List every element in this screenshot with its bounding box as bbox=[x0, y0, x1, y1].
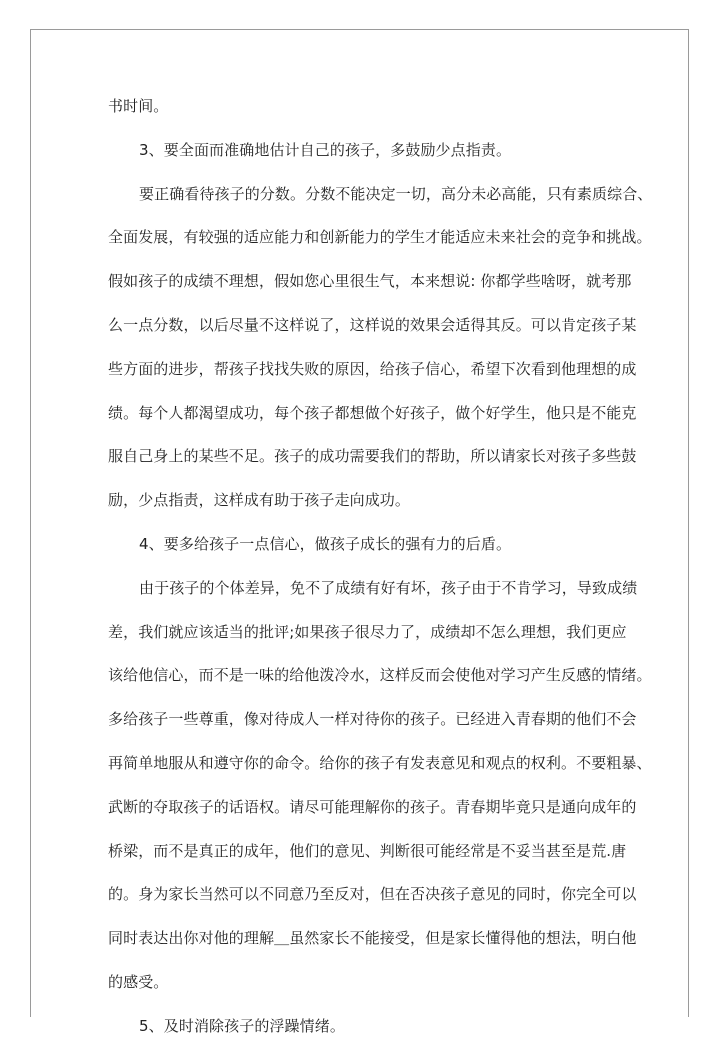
text-line: 服自己身上的某些不足。孩子的成功需要我们的帮助，所以请家长对孩子多些鼓 bbox=[108, 447, 637, 466]
text-line: 武断的夺取孩子的话语权。请尽可能理解你的孩子。青春期毕竟只是通向成年的 bbox=[108, 797, 637, 816]
text-line: 桥梁，而不是真正的成年，他们的意见、判断很可能经常是不妥当甚至是荒.唐 bbox=[108, 841, 627, 860]
text-line: 励，少点指责，这样成有助于孩子走向成功。 bbox=[108, 491, 411, 510]
text-line: 同时表达出你对他的理解＿虽然家长不能接受，但是家长懂得他的想法，明白他 bbox=[108, 929, 637, 948]
text-line: 绩。每个人都渴望成功，每个孩子都想做个好孩子，做个好学生，他只是不能克 bbox=[108, 403, 637, 422]
text-line: 该给他信心，而不是一味的给他泼冷水，这样反而会使他对学习产生反感的情绪。 bbox=[108, 666, 652, 685]
section-heading-5 bbox=[108, 1013, 613, 1041]
text-line: 的。身为家长当然可以不同意乃至反对，但在否决孩子意见的同时，你完全可以 bbox=[108, 885, 637, 904]
paragraph-section-4 bbox=[108, 575, 652, 997]
text-line: 再简单地服从和遵守你的命令。给你的孩子有发表意见和观点的权利。不要粗暴、 bbox=[108, 753, 652, 772]
paragraph-section-3 bbox=[108, 181, 653, 515]
text-line: 由于孩子的个体差异，免不了成绩有好有坏，孩子由于不肯学习，导致成绩 bbox=[139, 578, 638, 597]
text-line: 要正确看待孩子的分数。分数不能决定一切，高分未必高能，只有素质综合、 bbox=[139, 184, 653, 203]
text-line: 差，我们就应该适当的批评;如果孩子很尽力了，成绩却不怎么理想，我们更应 bbox=[108, 622, 627, 641]
document-body bbox=[108, 93, 653, 1041]
paragraph-continuation bbox=[108, 93, 613, 121]
text-line: 么一点分数，以后尽量不这样说了，这样说的效果会适得其反。可以肯定孩子某 bbox=[108, 315, 637, 334]
heading-text: 5、及时消除孩子的浮躁情绪。 bbox=[139, 1016, 345, 1035]
text-line: 假如孩子的成绩不理想，假如您心里很生气，本来想说: 你都学些啥呀，就考那 bbox=[108, 272, 632, 291]
text-line: 的感受。 bbox=[108, 972, 169, 991]
heading-text: 3、要全面而准确地估计自己的孩子，多鼓励少点指责。 bbox=[139, 140, 512, 159]
section-heading-4 bbox=[108, 531, 613, 559]
text-line: 全面发展，有较强的适应能力和创新能力的学生才能适应未来社会的竞争和挑战。 bbox=[108, 228, 652, 247]
heading-text: 4、要多给孩子一点信心，做孩子成长的强有力的后盾。 bbox=[139, 534, 512, 553]
text-line: 些方面的进步，帮孩子找找失败的原因，给孩子信心，希望下次看到他理想的成 bbox=[108, 359, 637, 378]
text-line: 多给孩子一些尊重，像对待成人一样对待你的孩子。已经进入青春期的他们不会 bbox=[108, 710, 637, 729]
section-heading-3 bbox=[108, 137, 613, 165]
text-line: 书时间。 bbox=[108, 97, 169, 115]
